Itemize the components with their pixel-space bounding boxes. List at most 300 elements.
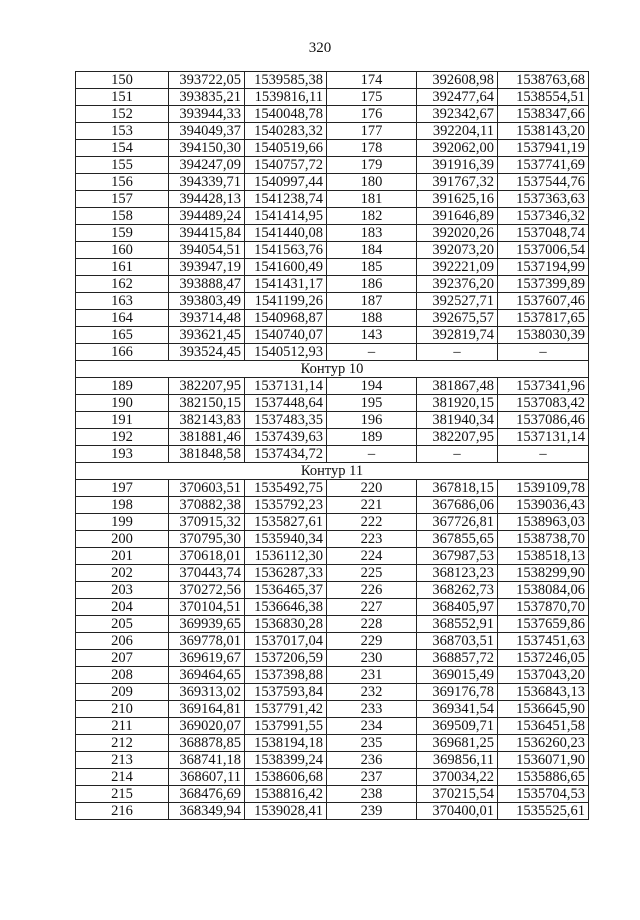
contour-title: Контур 11 [76, 463, 589, 480]
x-coordinate-cell: 370443,74 [169, 565, 245, 582]
y-coordinate-cell: 1541600,49 [245, 259, 327, 276]
point-number-cell: 223 [327, 531, 417, 548]
y-coordinate-cell: 1537017,04 [245, 633, 327, 650]
x-coordinate-cell: 392073,20 [417, 242, 498, 259]
point-number-cell: 211 [76, 718, 169, 735]
x-coordinate-cell: 392020,26 [417, 225, 498, 242]
point-number-cell: 196 [327, 412, 417, 429]
table-row [76, 259, 589, 276]
x-coordinate-cell: 369176,78 [417, 684, 498, 701]
y-coordinate-cell: 1537817,65 [498, 310, 589, 327]
x-coordinate-cell: 381848,58 [169, 446, 245, 463]
point-number-cell: 208 [76, 667, 169, 684]
table-row [76, 174, 589, 191]
x-coordinate-cell: 392819,74 [417, 327, 498, 344]
x-coordinate-cell: 370400,01 [417, 803, 498, 820]
table-row [76, 786, 589, 803]
x-coordinate-cell: – [417, 344, 498, 361]
x-coordinate-cell: 368741,18 [169, 752, 245, 769]
point-number-cell: 204 [76, 599, 169, 616]
y-coordinate-cell: 1538347,66 [498, 106, 589, 123]
point-number-cell: 189 [76, 378, 169, 395]
y-coordinate-cell: 1536830,28 [245, 616, 327, 633]
y-coordinate-cell: 1537483,35 [245, 412, 327, 429]
point-number-cell: 159 [76, 225, 169, 242]
section-header-row [76, 361, 589, 378]
x-coordinate-cell: 392342,67 [417, 106, 498, 123]
y-coordinate-cell: 1539585,38 [245, 72, 327, 89]
point-number-cell: 189 [327, 429, 417, 446]
x-coordinate-cell: 391625,16 [417, 191, 498, 208]
point-number-cell: 235 [327, 735, 417, 752]
y-coordinate-cell: 1537451,63 [498, 633, 589, 650]
x-coordinate-cell: 369341,54 [417, 701, 498, 718]
table-row [76, 514, 589, 531]
y-coordinate-cell: 1540048,78 [245, 106, 327, 123]
table-row [76, 803, 589, 820]
x-coordinate-cell: 391767,32 [417, 174, 498, 191]
x-coordinate-cell: 370618,01 [169, 548, 245, 565]
table-row [76, 531, 589, 548]
point-number-cell: 192 [76, 429, 169, 446]
point-number-cell: 154 [76, 140, 169, 157]
x-coordinate-cell: 382150,15 [169, 395, 245, 412]
point-number-cell: 200 [76, 531, 169, 548]
table-row [76, 650, 589, 667]
x-coordinate-cell: 393524,45 [169, 344, 245, 361]
page-number: 320 [308, 40, 332, 56]
x-coordinate-cell: 393722,05 [169, 72, 245, 89]
y-coordinate-cell: 1538763,68 [498, 72, 589, 89]
y-coordinate-cell: 1537346,32 [498, 208, 589, 225]
table-row [76, 599, 589, 616]
x-coordinate-cell: 369856,11 [417, 752, 498, 769]
table-row [76, 752, 589, 769]
table-row [76, 344, 589, 361]
point-number-cell: 214 [76, 769, 169, 786]
y-coordinate-cell: 1536260,23 [498, 735, 589, 752]
y-coordinate-cell: 1535492,75 [245, 480, 327, 497]
table-row [76, 378, 589, 395]
point-number-cell: 207 [76, 650, 169, 667]
y-coordinate-cell: 1539036,43 [498, 497, 589, 514]
y-coordinate-cell: 1540997,44 [245, 174, 327, 191]
point-number-cell: 222 [327, 514, 417, 531]
x-coordinate-cell: 369020,07 [169, 718, 245, 735]
y-coordinate-cell: 1537544,76 [498, 174, 589, 191]
point-number-cell: 230 [327, 650, 417, 667]
y-coordinate-cell: 1537791,42 [245, 701, 327, 718]
x-coordinate-cell: 393621,45 [169, 327, 245, 344]
x-coordinate-cell: 368703,51 [417, 633, 498, 650]
table-row [76, 123, 589, 140]
table-row [76, 89, 589, 106]
point-number-cell: 158 [76, 208, 169, 225]
y-coordinate-cell: 1538738,70 [498, 531, 589, 548]
point-number-cell: 174 [327, 72, 417, 89]
point-number-cell: 187 [327, 293, 417, 310]
x-coordinate-cell: 394415,84 [169, 225, 245, 242]
point-number-cell: 152 [76, 106, 169, 123]
x-coordinate-cell: 367987,53 [417, 548, 498, 565]
x-coordinate-cell: 368878,85 [169, 735, 245, 752]
x-coordinate-cell: 370272,56 [169, 582, 245, 599]
point-number-cell: 188 [327, 310, 417, 327]
y-coordinate-cell: 1540519,66 [245, 140, 327, 157]
y-coordinate-cell: 1540757,72 [245, 157, 327, 174]
point-number-cell: 185 [327, 259, 417, 276]
y-coordinate-cell: 1537399,89 [498, 276, 589, 293]
table-row [76, 310, 589, 327]
y-coordinate-cell: 1537741,69 [498, 157, 589, 174]
table-row [76, 616, 589, 633]
x-coordinate-cell: 368405,97 [417, 599, 498, 616]
x-coordinate-cell: 392062,00 [417, 140, 498, 157]
table-row [76, 684, 589, 701]
y-coordinate-cell: 1536465,37 [245, 582, 327, 599]
x-coordinate-cell: 394428,13 [169, 191, 245, 208]
table-row [76, 633, 589, 650]
x-coordinate-cell: 393714,48 [169, 310, 245, 327]
x-coordinate-cell: 381881,46 [169, 429, 245, 446]
y-coordinate-cell: 1537398,88 [245, 667, 327, 684]
x-coordinate-cell: 392527,71 [417, 293, 498, 310]
y-coordinate-cell: 1537048,74 [498, 225, 589, 242]
point-number-cell: 206 [76, 633, 169, 650]
y-coordinate-cell: 1537991,55 [245, 718, 327, 735]
point-number-cell: 209 [76, 684, 169, 701]
x-coordinate-cell: 391916,39 [417, 157, 498, 174]
point-number-cell: 163 [76, 293, 169, 310]
y-coordinate-cell: 1539816,11 [245, 89, 327, 106]
y-coordinate-cell: 1538399,24 [245, 752, 327, 769]
point-number-cell: 229 [327, 633, 417, 650]
point-number-cell: 183 [327, 225, 417, 242]
y-coordinate-cell: 1540968,87 [245, 310, 327, 327]
point-number-cell: 238 [327, 786, 417, 803]
x-coordinate-cell: 393835,21 [169, 89, 245, 106]
x-coordinate-cell: 370104,51 [169, 599, 245, 616]
y-coordinate-cell: 1537659,86 [498, 616, 589, 633]
point-number-cell: 234 [327, 718, 417, 735]
point-number-cell: 226 [327, 582, 417, 599]
table-row [76, 412, 589, 429]
x-coordinate-cell: 368552,91 [417, 616, 498, 633]
point-number-cell: 155 [76, 157, 169, 174]
x-coordinate-cell: 369015,49 [417, 667, 498, 684]
point-number-cell: 176 [327, 106, 417, 123]
table-row [76, 140, 589, 157]
point-number-cell: 186 [327, 276, 417, 293]
x-coordinate-cell: 394489,24 [169, 208, 245, 225]
y-coordinate-cell: 1540740,07 [245, 327, 327, 344]
y-coordinate-cell: 1535940,34 [245, 531, 327, 548]
y-coordinate-cell: 1537246,05 [498, 650, 589, 667]
point-number-cell: 178 [327, 140, 417, 157]
point-number-cell: 213 [76, 752, 169, 769]
x-coordinate-cell: 382207,95 [169, 378, 245, 395]
y-coordinate-cell: 1535886,65 [498, 769, 589, 786]
table-row [76, 157, 589, 174]
x-coordinate-cell: 393888,47 [169, 276, 245, 293]
point-number-cell: 202 [76, 565, 169, 582]
point-number-cell: 236 [327, 752, 417, 769]
table-row [76, 327, 589, 344]
y-coordinate-cell: 1541563,76 [245, 242, 327, 259]
point-number-cell: 216 [76, 803, 169, 820]
point-number-cell: 164 [76, 310, 169, 327]
table-row [76, 582, 589, 599]
y-coordinate-cell: 1535525,61 [498, 803, 589, 820]
y-coordinate-cell: 1537941,19 [498, 140, 589, 157]
y-coordinate-cell: 1537083,42 [498, 395, 589, 412]
point-number-cell: 193 [76, 446, 169, 463]
y-coordinate-cell: 1537439,63 [245, 429, 327, 446]
y-coordinate-cell: 1540283,32 [245, 123, 327, 140]
x-coordinate-cell: 369778,01 [169, 633, 245, 650]
point-number-cell: 198 [76, 497, 169, 514]
point-number-cell: 233 [327, 701, 417, 718]
x-coordinate-cell: 370882,38 [169, 497, 245, 514]
point-number-cell: 232 [327, 684, 417, 701]
point-number-cell: 227 [327, 599, 417, 616]
y-coordinate-cell: 1535792,23 [245, 497, 327, 514]
y-coordinate-cell: 1538518,13 [498, 548, 589, 565]
point-number-cell: 212 [76, 735, 169, 752]
point-number-cell: 205 [76, 616, 169, 633]
x-coordinate-cell: 392608,98 [417, 72, 498, 89]
y-coordinate-cell: 1537870,70 [498, 599, 589, 616]
x-coordinate-cell: 368857,72 [417, 650, 498, 667]
point-number-cell: 194 [327, 378, 417, 395]
point-number-cell: 191 [76, 412, 169, 429]
y-coordinate-cell: 1537086,46 [498, 412, 589, 429]
point-number-cell: 143 [327, 327, 417, 344]
x-coordinate-cell: 368607,11 [169, 769, 245, 786]
point-number-cell: 201 [76, 548, 169, 565]
x-coordinate-cell: 369509,71 [417, 718, 498, 735]
y-coordinate-cell: 1539109,78 [498, 480, 589, 497]
y-coordinate-cell: 1541238,74 [245, 191, 327, 208]
point-number-cell: 182 [327, 208, 417, 225]
x-coordinate-cell: 369681,25 [417, 735, 498, 752]
x-coordinate-cell: 370215,54 [417, 786, 498, 803]
y-coordinate-cell: 1538606,68 [245, 769, 327, 786]
x-coordinate-cell: 391646,89 [417, 208, 498, 225]
coordinates-table-body [76, 72, 589, 820]
y-coordinate-cell: 1537131,14 [498, 429, 589, 446]
x-coordinate-cell: 381867,48 [417, 378, 498, 395]
point-number-cell: 150 [76, 72, 169, 89]
table-row [76, 667, 589, 684]
point-number-cell: 165 [76, 327, 169, 344]
x-coordinate-cell: 370603,51 [169, 480, 245, 497]
y-coordinate-cell: 1537593,84 [245, 684, 327, 701]
y-coordinate-cell: 1535827,61 [245, 514, 327, 531]
point-number-cell: 184 [327, 242, 417, 259]
y-coordinate-cell: 1537341,96 [498, 378, 589, 395]
point-number-cell: 231 [327, 667, 417, 684]
x-coordinate-cell: 393944,33 [169, 106, 245, 123]
y-coordinate-cell: – [498, 344, 589, 361]
point-number-cell: 195 [327, 395, 417, 412]
y-coordinate-cell: 1536287,33 [245, 565, 327, 582]
y-coordinate-cell: 1538030,39 [498, 327, 589, 344]
table-row [76, 395, 589, 412]
y-coordinate-cell: 1537448,64 [245, 395, 327, 412]
y-coordinate-cell: 1535704,53 [498, 786, 589, 803]
table-row [76, 72, 589, 89]
table-row [76, 548, 589, 565]
point-number-cell: 197 [76, 480, 169, 497]
table-row [76, 565, 589, 582]
point-number-cell: 199 [76, 514, 169, 531]
y-coordinate-cell: 1536645,90 [498, 701, 589, 718]
x-coordinate-cell: 392376,20 [417, 276, 498, 293]
table-row [76, 293, 589, 310]
table-row [76, 480, 589, 497]
x-coordinate-cell: – [417, 446, 498, 463]
x-coordinate-cell: 394049,37 [169, 123, 245, 140]
y-coordinate-cell: 1538816,42 [245, 786, 327, 803]
x-coordinate-cell: 392221,09 [417, 259, 498, 276]
x-coordinate-cell: 368476,69 [169, 786, 245, 803]
y-coordinate-cell: 1536843,13 [498, 684, 589, 701]
x-coordinate-cell: 392477,64 [417, 89, 498, 106]
y-coordinate-cell: 1536112,30 [245, 548, 327, 565]
point-number-cell: 190 [76, 395, 169, 412]
point-number-cell: 153 [76, 123, 169, 140]
point-number-cell: 157 [76, 191, 169, 208]
point-number-cell: 215 [76, 786, 169, 803]
y-coordinate-cell: – [498, 446, 589, 463]
point-number-cell: 160 [76, 242, 169, 259]
y-coordinate-cell: 1537131,14 [245, 378, 327, 395]
x-coordinate-cell: 368349,94 [169, 803, 245, 820]
y-coordinate-cell: 1541199,26 [245, 293, 327, 310]
y-coordinate-cell: 1538963,03 [498, 514, 589, 531]
y-coordinate-cell: 1537434,72 [245, 446, 327, 463]
y-coordinate-cell: 1541431,17 [245, 276, 327, 293]
table-row [76, 276, 589, 293]
x-coordinate-cell: 393803,49 [169, 293, 245, 310]
x-coordinate-cell: 369313,02 [169, 684, 245, 701]
point-number-cell: 220 [327, 480, 417, 497]
point-number-cell: 151 [76, 89, 169, 106]
y-coordinate-cell: 1536646,38 [245, 599, 327, 616]
table-row [76, 106, 589, 123]
x-coordinate-cell: 394150,30 [169, 140, 245, 157]
x-coordinate-cell: 394054,51 [169, 242, 245, 259]
y-coordinate-cell: 1540512,93 [245, 344, 327, 361]
point-number-cell: 177 [327, 123, 417, 140]
point-number-cell: 237 [327, 769, 417, 786]
x-coordinate-cell: 392675,57 [417, 310, 498, 327]
x-coordinate-cell: 369619,67 [169, 650, 245, 667]
point-number-cell: – [327, 344, 417, 361]
y-coordinate-cell: 1536071,90 [498, 752, 589, 769]
y-coordinate-cell: 1537194,99 [498, 259, 589, 276]
x-coordinate-cell: 369164,81 [169, 701, 245, 718]
y-coordinate-cell: 1541414,95 [245, 208, 327, 225]
table-row [76, 208, 589, 225]
x-coordinate-cell: 367686,06 [417, 497, 498, 514]
table-row [76, 191, 589, 208]
y-coordinate-cell: 1538143,20 [498, 123, 589, 140]
point-number-cell: 203 [76, 582, 169, 599]
y-coordinate-cell: 1538084,06 [498, 582, 589, 599]
point-number-cell: 221 [327, 497, 417, 514]
y-coordinate-cell: 1537043,20 [498, 667, 589, 684]
x-coordinate-cell: 394247,09 [169, 157, 245, 174]
y-coordinate-cell: 1537363,63 [498, 191, 589, 208]
point-number-cell: 210 [76, 701, 169, 718]
x-coordinate-cell: 368123,23 [417, 565, 498, 582]
x-coordinate-cell: 381940,34 [417, 412, 498, 429]
y-coordinate-cell: 1537206,59 [245, 650, 327, 667]
table-row [76, 701, 589, 718]
x-coordinate-cell: 381920,15 [417, 395, 498, 412]
y-coordinate-cell: 1538194,18 [245, 735, 327, 752]
x-coordinate-cell: 368262,73 [417, 582, 498, 599]
table-row [76, 225, 589, 242]
point-number-cell: 180 [327, 174, 417, 191]
table-row [76, 718, 589, 735]
point-number-cell: 156 [76, 174, 169, 191]
x-coordinate-cell: 382143,83 [169, 412, 245, 429]
x-coordinate-cell: 393947,19 [169, 259, 245, 276]
table-row [76, 429, 589, 446]
x-coordinate-cell: 367818,15 [417, 480, 498, 497]
x-coordinate-cell: 370915,32 [169, 514, 245, 531]
point-number-cell: 224 [327, 548, 417, 565]
point-number-cell: – [327, 446, 417, 463]
coordinates-table [75, 71, 589, 820]
point-number-cell: 239 [327, 803, 417, 820]
y-coordinate-cell: 1539028,41 [245, 803, 327, 820]
table-row [76, 735, 589, 752]
table-row [76, 497, 589, 514]
x-coordinate-cell: 392204,11 [417, 123, 498, 140]
x-coordinate-cell: 367726,81 [417, 514, 498, 531]
point-number-cell: 228 [327, 616, 417, 633]
x-coordinate-cell: 367855,65 [417, 531, 498, 548]
point-number-cell: 162 [76, 276, 169, 293]
point-number-cell: 166 [76, 344, 169, 361]
x-coordinate-cell: 369939,65 [169, 616, 245, 633]
x-coordinate-cell: 382207,95 [417, 429, 498, 446]
y-coordinate-cell: 1536451,58 [498, 718, 589, 735]
x-coordinate-cell: 369464,65 [169, 667, 245, 684]
section-header-row [76, 463, 589, 480]
y-coordinate-cell: 1537607,46 [498, 293, 589, 310]
point-number-cell: 161 [76, 259, 169, 276]
table-row [76, 769, 589, 786]
point-number-cell: 179 [327, 157, 417, 174]
point-number-cell: 181 [327, 191, 417, 208]
contour-title: Контур 10 [76, 361, 589, 378]
x-coordinate-cell: 370034,22 [417, 769, 498, 786]
table-row [76, 242, 589, 259]
y-coordinate-cell: 1537006,54 [498, 242, 589, 259]
point-number-cell: 175 [327, 89, 417, 106]
y-coordinate-cell: 1538554,51 [498, 89, 589, 106]
point-number-cell: 225 [327, 565, 417, 582]
table-row [76, 446, 589, 463]
x-coordinate-cell: 394339,71 [169, 174, 245, 191]
x-coordinate-cell: 370795,30 [169, 531, 245, 548]
y-coordinate-cell: 1538299,90 [498, 565, 589, 582]
